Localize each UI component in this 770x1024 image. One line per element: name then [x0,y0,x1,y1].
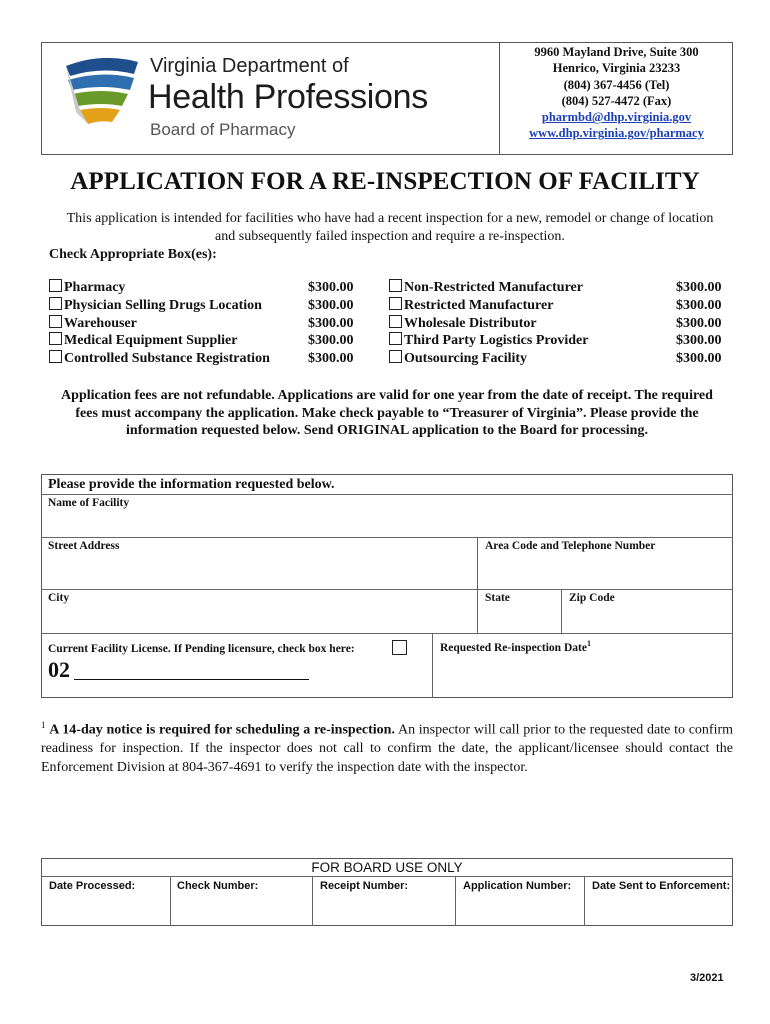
street-address-field[interactable]: Street Address [48,540,120,552]
divider [312,876,313,926]
option-label: Wholesale Distributor [404,316,537,331]
option-wholesale-distributor [389,315,537,333]
checkbox[interactable] [389,332,402,345]
price: $300.00 [308,280,354,295]
option-label: Third Party Logistics Provider [404,333,589,348]
price: $300.00 [676,280,722,295]
board-use-title: FOR BOARD USE ONLY [311,860,463,875]
notice-bold: A 14-day notice is required for scheduling a re-inspection. [49,722,395,738]
option-medical-equipment [49,332,237,350]
check-boxes-heading: Check Appropriate Box(es): [49,247,217,262]
email-link[interactable]: pharmbd@dhp.virginia.gov [541,110,692,125]
option-third-party-logistics [389,332,588,350]
checkbox[interactable] [49,297,62,310]
facility-name-field[interactable]: Name of Facility [48,497,130,509]
logo-line-3: Board of Pharmacy [150,120,296,139]
reinspection-notice [41,716,733,777]
reinspection-date-field[interactable] [440,639,591,654]
option-label: Controlled Substance Registration [64,351,270,366]
option-label: Pharmacy [64,280,126,295]
checkbox[interactable] [49,332,62,345]
date-processed-label: Date Processed: [49,880,136,892]
price: $300.00 [676,333,722,348]
option-label: Non-Restricted Manufacturer [404,280,583,295]
checkbox[interactable] [49,279,62,292]
footnote-marker: 1 [41,720,46,730]
intro-text: This application is intended for facilities who have had a recent inspection for a new, remodel or change of location and subsequently failed inspection and require a re-inspection. [66,211,714,244]
price: $300.00 [308,333,354,348]
price: $300.00 [308,351,354,366]
fees-note: Application fees are not refundable. Applications are valid for one year from the date of receipt. The required fees must accompany the application. Make check payable to “Treasurer of Virginia”. Please provide the information requested below. Send ORIGINAL application to the Board for processing. [61,388,713,439]
option-label: Medical Equipment Supplier [64,333,238,348]
divider [41,494,733,495]
option-controlled-substance [49,350,270,368]
contact-block [500,44,733,142]
city-field[interactable]: City [48,592,70,604]
logo-line-2: Health Professions [148,78,428,116]
divider [41,633,733,634]
divider [41,876,733,877]
revision-date: 3/2021 [690,972,724,984]
checkbox[interactable] [389,279,402,292]
fax: (804) 527-4472 (Fax) [561,93,672,108]
notice-text: An inspector will call prior to the requested date to confirm readiness for inspection. If the inspector does not call to confirm the date, the applicant/licensee should contact the Enforcement Division at 804-367-4691 to verify the inspection date with the inspector. [41,722,734,775]
price: $300.00 [308,298,354,313]
option-restricted-manufacturer [389,297,553,315]
option-label: Restricted Manufacturer [404,298,554,313]
divider [561,589,562,633]
divider [455,876,456,926]
page-title: APPLICATION FOR A RE-INSPECTION OF FACILITY [70,168,700,195]
option-label: Warehouser [64,316,137,331]
divider [432,633,433,698]
price: $300.00 [308,316,354,331]
dhp-logo-icon [62,52,142,130]
logo-line-1: Virginia Department of [150,55,349,77]
price: $300.00 [676,351,722,366]
checkbox[interactable] [49,350,62,363]
license-number-prefix: 02 [48,657,70,682]
option-outsourcing-facility [389,350,527,368]
checkbox[interactable] [389,350,402,363]
divider [41,589,733,590]
website-link[interactable]: www.dhp.virginia.gov/pharmacy [529,126,704,141]
address-line-1: 9960 Mayland Drive, Suite 300 [534,45,699,59]
divider [41,537,733,538]
reinspection-date-label: Requested Re-inspection Date [440,641,587,654]
check-number-label: Check Number: [177,880,259,892]
checkbox[interactable] [49,315,62,328]
checkbox[interactable] [389,297,402,310]
divider [584,876,585,926]
date-sent-label: Date Sent to Enforcement: [592,880,731,892]
receipt-number-label: Receipt Number: [320,880,409,892]
telephone-field[interactable]: Area Code and Telephone Number [485,540,656,552]
option-non-restricted-manufacturer [389,279,583,297]
option-label: Outsourcing Facility [404,351,528,366]
divider [477,537,478,633]
footnote-marker: 1 [586,639,591,648]
option-warehouser [49,315,137,333]
option-label: Physician Selling Drugs Location [64,298,262,313]
zip-code-field[interactable]: Zip Code [569,592,615,604]
address-line-2: Henrico, Virginia 23233 [552,61,681,76]
price: $300.00 [676,298,722,313]
license-label: Current Facility License. If Pending licensure, check box here: [48,643,355,655]
divider [170,876,171,926]
price: $300.00 [676,316,722,331]
option-pharmacy [49,279,125,297]
form-heading: Please provide the information requested below. [48,477,335,492]
license-number-input[interactable] [74,679,309,680]
checkbox[interactable] [389,315,402,328]
telephone: (804) 367-4456 (Tel) [563,77,670,92]
option-physician-selling [49,297,262,315]
application-number-label: Application Number: [463,880,572,892]
state-field[interactable]: State [485,592,510,604]
facility-info-form [41,474,733,698]
pending-licensure-checkbox[interactable] [392,640,407,655]
